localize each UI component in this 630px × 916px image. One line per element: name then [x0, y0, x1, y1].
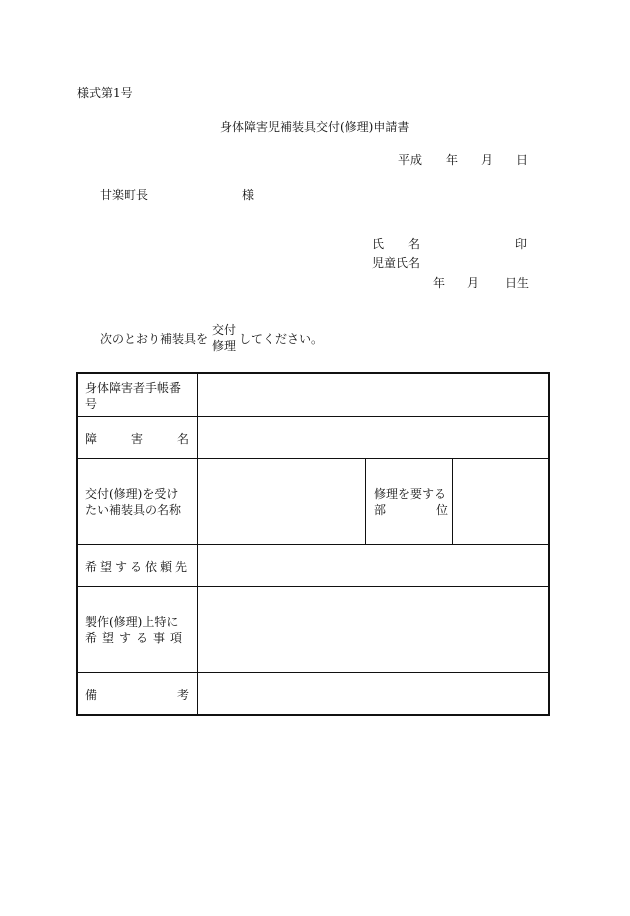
row-divider-1	[78, 416, 548, 417]
birth-year-label: 年	[433, 276, 446, 290]
row1-label	[85, 380, 181, 412]
row-divider-5	[78, 672, 548, 673]
row2-label-char-2: 害	[130, 432, 143, 446]
row3-sub-label-line1: 修理を要する	[374, 487, 447, 501]
document-title: 身体障害児補装具交付(修理)申請書	[220, 120, 410, 134]
application-table	[76, 372, 550, 716]
row2-label	[85, 431, 189, 447]
request-suffix: してください。	[239, 332, 324, 346]
row5-label-line2: 希望する事項	[85, 631, 188, 645]
row2-label-char-1: 障	[85, 432, 98, 446]
row5-label	[85, 614, 187, 646]
child-name-label: 児童氏名	[372, 256, 421, 270]
row-divider-4	[78, 586, 548, 587]
row3-divider-a	[365, 458, 366, 544]
date-month-label: 月	[481, 153, 494, 167]
row3-sub-label	[374, 486, 448, 518]
row3-label-line2: たい補装具の名称	[85, 503, 182, 517]
row-divider-2	[78, 458, 548, 459]
birth-day-label: 日生	[505, 276, 530, 290]
row3-sub-label-char-1: 部	[374, 503, 387, 517]
row1-label-line1: 身体障害者手帳番	[85, 381, 182, 395]
row3-label-line1: 交付(修理)を受け	[85, 487, 179, 501]
row3-divider-b	[452, 458, 453, 544]
row3-sub-label-line2	[374, 502, 448, 518]
row4-label: 希望する依頼先	[85, 560, 191, 574]
row3-sub-label-char-2: 位	[435, 503, 448, 517]
date-era: 平成	[398, 153, 423, 167]
row6-label	[85, 687, 189, 703]
date-year-label: 年	[446, 153, 459, 167]
date-day-label: 日	[516, 153, 529, 167]
applicant-name-label-1: 氏	[372, 237, 385, 251]
row2-label-char-3: 名	[176, 432, 189, 446]
request-option-issue: 交付	[212, 323, 237, 337]
row6-label-char-2: 考	[176, 688, 189, 702]
request-prefix: 次のとおり補装具を	[100, 332, 209, 346]
row5-label-line1: 製作(修理)上特に	[85, 615, 179, 629]
request-option-repair: 修理	[212, 339, 237, 353]
row1-label-line2: 号	[85, 397, 98, 411]
form-number: 様式第1号	[77, 86, 133, 100]
row-divider-3	[78, 544, 548, 545]
addressee-honorific: 様	[242, 188, 255, 202]
seal-label: 印	[515, 237, 528, 251]
addressee-name: 甘楽町長	[100, 188, 149, 202]
applicant-name-label-2: 名	[408, 237, 421, 251]
row3-label	[85, 486, 181, 518]
row6-label-char-1: 備	[85, 688, 98, 702]
birth-month-label: 月	[467, 276, 480, 290]
